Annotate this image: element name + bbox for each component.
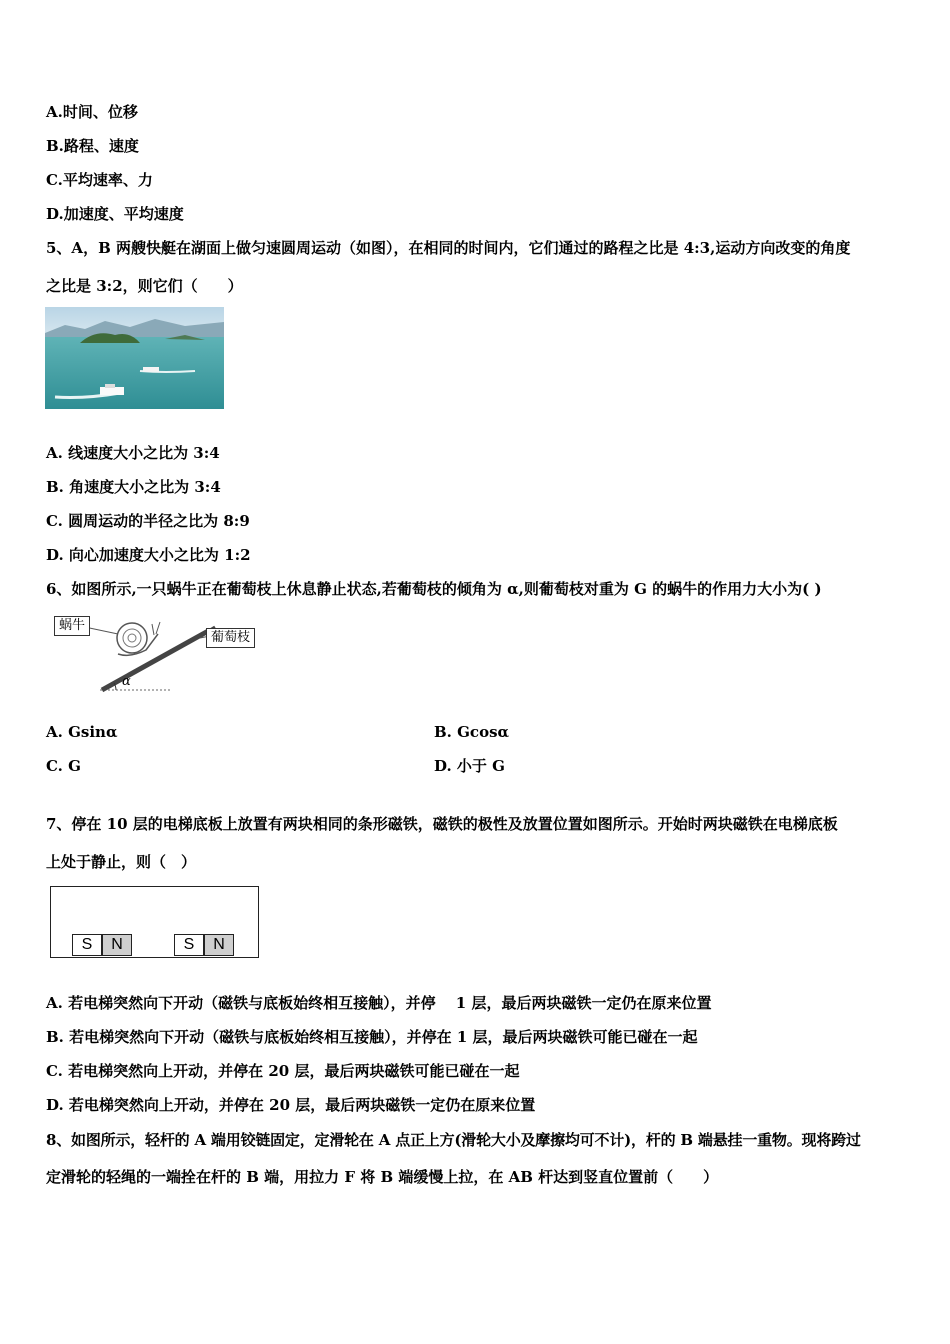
q5-option-a: A. 线速度大小之比为 3:4 — [46, 444, 220, 462]
branch-label: 葡萄枝 — [206, 628, 255, 648]
q4-option-c: C.平均速率、力 — [46, 171, 153, 189]
q7-elevator-diagram — [50, 886, 259, 960]
q7-option-d: D. 若电梯突然向上开动，并停在 20 层，最后两块磁铁一定仍在原来位置 — [46, 1096, 536, 1114]
angle-label: α — [122, 674, 131, 689]
q6-stem: 6、如图所示,一只蜗牛正在葡萄枝上休息静止状态,若葡萄枝的倾角为 α,则葡萄枝对重为 G 的蜗牛的作用力大小为( ) — [46, 580, 822, 598]
q8-stem-line2: 定滑轮的轻绳的一端拴在杆的 B 端，用拉力 F 将 B 端缓慢上拉，在 AB 杆达到竖直位置前（ ） — [46, 1168, 719, 1186]
magnet2-n: N — [204, 934, 234, 956]
q7-option-c: C. 若电梯突然向上开动，并停在 20 层，最后两块磁铁可能已碰在一起 — [46, 1062, 520, 1080]
magnet1-n: N — [102, 934, 132, 956]
q4-option-d: D.加速度、平均速度 — [46, 205, 184, 223]
q7-stem-line2: 上处于静止，则（ ） — [46, 853, 197, 871]
q5-option-c: C. 圆周运动的半径之比为 8:9 — [46, 512, 250, 530]
q7-option-a: A. 若电梯突然向下开动（磁铁与底板始终相互接触），并停 1 层，最后两块磁铁一定仍在原来位置 — [46, 994, 712, 1012]
q5-option-d: D. 向心加速度大小之比为 1:2 — [46, 546, 251, 564]
magnet1-s: S — [72, 934, 102, 956]
q6-option-d: D. 小于 G — [434, 757, 505, 775]
q5-stem-line1: 5、A，B 两艘快艇在湖面上做匀速圆周运动（如图），在相同的时间内，它们通过的路程之比是 4:3,运动方向改变的角度 — [46, 239, 851, 257]
q6-option-c: C. G — [46, 757, 81, 775]
q6-option-b: B. Gcosα — [434, 723, 510, 741]
q6-snail-diagram — [50, 614, 275, 696]
q4-option-a: A.时间、位移 — [46, 103, 138, 121]
snail-label: 蜗牛 — [54, 616, 90, 636]
q5-option-b: B. 角速度大小之比为 3:4 — [46, 478, 221, 496]
q5-stem-line2: 之比是 3:2，则它们（ ） — [46, 277, 243, 295]
q7-stem-line1: 7、停在 10 层的电梯底板上放置有两块相同的条形磁铁，磁铁的极性及放置位置如图所示。开始时两块磁铁在电梯底板 — [46, 815, 838, 833]
q7-option-b: B. 若电梯突然向下开动（磁铁与底板始终相互接触），并停在 1 层，最后两块磁铁可能已碰在一起 — [46, 1028, 698, 1046]
magnet2-s: S — [174, 934, 204, 956]
q5-lake-photo — [45, 307, 224, 409]
q6-option-a: A. Gsinα — [46, 723, 118, 741]
q8-stem-line1: 8、如图所示，轻杆的 A 端用铰链固定，定滑轮在 A 点正上方(滑轮大小及摩擦均可不计)，杆的 B 端悬挂一重物。现将跨过 — [46, 1131, 861, 1149]
q4-option-b: B.路程、速度 — [46, 137, 139, 155]
